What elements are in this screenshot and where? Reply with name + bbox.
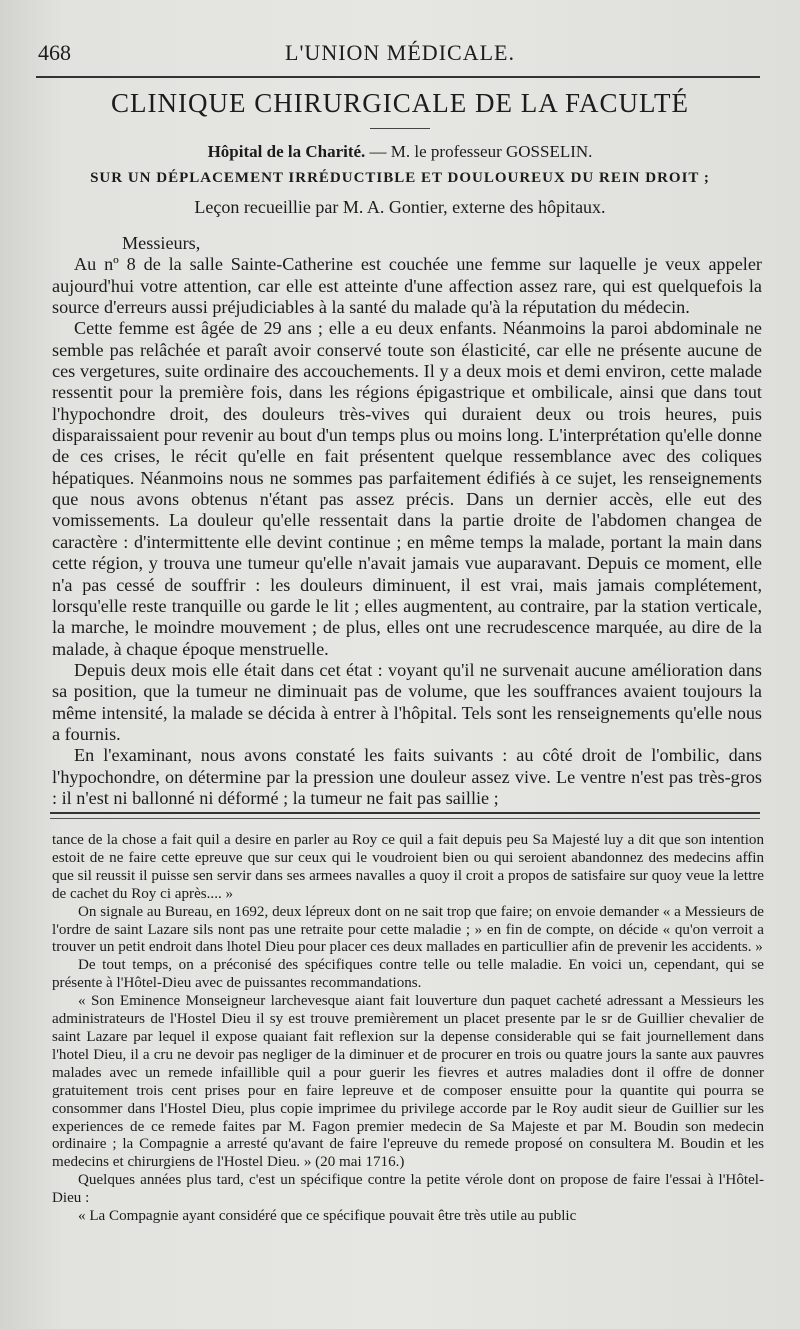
footer-paragraph: tance de la chose a fait quil a desire en parler au Roy ce quil a fait depuis peu Sa Majesté luy a dit que son intention estoit de ne faire cette epreuve que sur ceux qui le voudroient bien ou qui seroient abandonnez des medecins affin que sil reussit il puisse sen servir dans ses armees navalles a quoy il croit a propos de satisfaire sur quoy veue la lettre de cachet du Roy ci après.... » (52, 832, 764, 902)
salutation: Messieurs, (122, 233, 201, 253)
article-title: CLINIQUE CHIRURGICALE DE LA FACULTÉ (111, 88, 689, 118)
footer-paragraph: Quelques années plus tard, c'est un spécifique contre la petite vérole dont on propose de faire l'essai à l'Hôtel-Dieu : (52, 1172, 764, 1207)
feuilleton-text (52, 832, 764, 1226)
footer-paragraph: « La Compagnie ayant considéré que ce spécifique pouvait être très utile au public (78, 1208, 577, 1225)
header-rule (36, 76, 760, 78)
hospital-line (40, 142, 760, 162)
lecture-credit: Leçon recueillie par M. A. Gontier, externe des hôpitaux. (194, 197, 606, 217)
body-paragraph: Depuis deux mois elle était dans cet état : voyant qu'il ne survenait aucune amélioration dans sa position, que la tumeur ne diminuait pas de volume, que les souffrances avaient toujours la même intensité, la malade se décida à entrer à l'hôpital. Tels sont les renseignements qu'elle nous a fournis. (52, 659, 762, 744)
body-paragraph: Cette femme est âgée de 29 ans ; elle a eu deux enfants. Néanmoins la paroi abdominale ne semble pas relâchée et paraît avoir conservé toute son élasticité, car elle ne présente aucune de ces vergetures, suite ordinaire des accouchements. Il y a deux mois et demi environ, cette malade ressentit pour la première fois, dans les régions épigastrique et ombilicale, ainsi que dans tout l'hypochondre droit, des douleurs très-vives qui duraient deux ou trois heures, puis disparaissaient pour revenir au bout d'un temps plus ou moins long. L'interprétation qu'elle donne de ces crises, le récit qu'elle en fait présentent quelque ressemblance avec des coliques hépatiques. Néanmoins nous ne sommes pas parfaitement édifiés à ce sujet, les renseignements que nous avons obtenus n'étant pas assez précis. Dans un dernier accès, elle eut des vomissements. La douleur qu'elle ressentait dans la partie droite de l'abdomen changea de caractère : d'intermittente elle devint continue ; en même temps la malade, portant la main dans cette région, y trouva une tumeur qu'elle n'avait jamais vue auparavant. Depuis ce moment, elle n'a pas cessé de souffrir : les douleurs diminuent, il est vrai, mais jamais complétement, lorsqu'elle reste tranquille ou garde le lit ; elles augmentent, au contraire, par la station verticale, la marche, le moindre mouvement ; de plus, elles ont une recrudescence marquée, au dire de la malade, à chaque époque menstruelle. (52, 318, 762, 659)
footer-rule-thin (50, 818, 760, 819)
hospital-name: Hôpital de la Charité. (207, 142, 366, 161)
article-body (52, 233, 762, 809)
article-subject: SUR UN DÉPLACEMENT IRRÉDUCTIBLE ET DOULOUREUX DU REIN DROIT ; (90, 170, 710, 186)
footer-paragraph: De tout temps, on a préconisé des spécifiques contre telle ou telle maladie. En voici un, cependant, qui se présente à l'Hôtel-Dieu avec de puissantes recommandations. (52, 957, 764, 992)
title-rule (370, 128, 430, 129)
body-paragraph: Au nº 8 de la salle Sainte-Catherine est couchée une femme sur laquelle je veux appeler aujourd'hui votre attention, car elle est atteinte d'une affection assez rare, qui est quelquefois la source d'erreurs aussi préjudiciables à la santé du malade qu'à la réputation du médecin. (52, 254, 762, 318)
body-paragraph: En l'examinant, nous avons constaté les faits suivants : au côté droit de l'ombilic, dans l'hypochondre, on détermine par la pression une douleur assez vive. Le ventre n'est pas très-gros : il n'est ni ballonné ni déformé ; la tumeur ne fait pas saillie ; (52, 745, 762, 808)
footer-paragraph: On signale au Bureau, en 1692, deux lépreux dont on ne sait trop que faire; on envoie demander « a Messieurs de l'ordre de saint Lazare sils nont pas une retraite pour cette maladie ; » en fin de compte, on décide « qu'on verroit a trouver un petit endroit dans lhotel Dieu pour placer ces deux mallades en particullier afin de prevenir les accidents. » (52, 903, 764, 956)
journal-title: L'UNION MÉDICALE. (285, 40, 515, 65)
footer-paragraph: « Son Eminence Monseigneur larchevesque aiant fait louverture dun paquet cacheté adressant a Messieurs les administrateurs de l'Hostel Dieu il sy est trouve premièrement un placet presente par le sr de Guillier chevalier de saint Lazare par lequel il expose quaiant fait reflexion sur la depense considerable qui se fait journellement dans l'hotel Dieu, il a cru ne devoir pas negliger de la diminuer et de procurer en trois ou quatre jours la sante aux pauvres malades avec un remede infaillible quil a pour guerir les fievres et autres maladies dont il offre de donner gratuitement trois cent prises pour en faire lepreuve et de composer ensuitte pour la quantite qui pourra se consommer dans l'Hostel Dieu, plus copie imprimee du privilege accorde par le Roy audit sieur de Guillier sur les experiences de ce remede faites par M. Fagon premier medecin de Sa Majeste et par M. Boudin son medecin ordinaire ; la Compagnie a arresté qu'avant de faire l'epreuve du remede proposé on consultera M. Boudin et les medecins et chirurgiens de l'Hostel Dieu. » (20 mai 1716.) (52, 993, 764, 1171)
page-number: 468 (38, 40, 71, 65)
footer-rule (50, 812, 760, 814)
professor-name: — M. le professeur GOSSELIN. (365, 142, 593, 161)
running-head (30, 40, 770, 72)
